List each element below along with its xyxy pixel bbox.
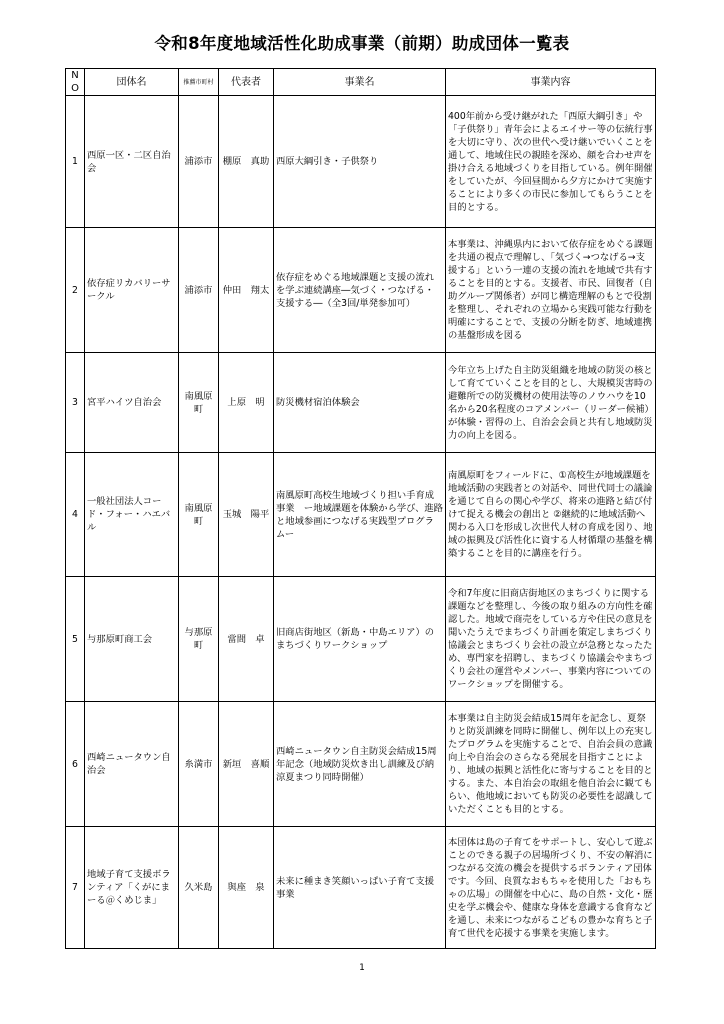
project-name: 未来に種まき笑顔いっぱい子育て支援事業 — [274, 827, 446, 949]
table-header-row — [66, 69, 656, 96]
header-city: 推薦市町村 — [179, 69, 219, 96]
project-name: 防災機材宿泊体験会 — [274, 353, 446, 453]
header-no: NO — [66, 69, 85, 96]
project-name: 西崎ニュータウン自主防災会結成15周年記念（地域防災炊き出し訓練及び納涼夏まつり同時開催） — [274, 702, 446, 827]
grant-groups-table — [65, 68, 656, 949]
project-content: 今年立ち上げた自主防災組織を地域の防災の核として育てていくことを目的とし、大規模災害時の避難所での防災機材の使用法等のノウハウを10名から20名程度のコアメンバー（リーダー候補）が体験・習得の上、自治会会員と共有し地域防災力の向上を図る。 — [446, 353, 656, 453]
group-name: 地域子育て支援ボランティア「くがにまーる＠くめじま」 — [85, 827, 179, 949]
project-name: 旧商店街地区（新島・中島エリア）のまちづくりワークショップ — [274, 577, 446, 702]
representative: 與座 泉 — [219, 827, 274, 949]
city: 南風原町 — [179, 453, 219, 577]
table-row — [66, 702, 656, 827]
representative: 仲田 翔太 — [219, 228, 274, 353]
row-no: 3 — [66, 353, 85, 453]
table-row — [66, 228, 656, 353]
row-no: 6 — [66, 702, 85, 827]
table-row — [66, 453, 656, 577]
group-name: 一般社団法人コード・フォー・ハエバル — [85, 453, 179, 577]
header-content: 事業内容 — [446, 69, 656, 96]
representative: 上原 明 — [219, 353, 274, 453]
city: 浦添市 — [179, 96, 219, 228]
project-content: 本団体は島の子育てをサポートし、安心して遊ぶことのできる親子の居場所づくり、不安の解消につながる交流の機会を提供するボランティア団体です。今回、良質なおもちゃを使用した「おもちゃの広場」の開催を中心に、島の自然・文化・歴史を学ぶ機会や、健康な身体を意識する食育などを通し、未来につながるこどもの豊かな育ちと子育て世代を応援する事業を実施します。 — [446, 827, 656, 949]
group-name: 宮平ハイツ自治会 — [85, 353, 179, 453]
row-no: 4 — [66, 453, 85, 577]
city: 久米島 — [179, 827, 219, 949]
city: 浦添市 — [179, 228, 219, 353]
representative: 玉城 陽平 — [219, 453, 274, 577]
group-name: 西原一区・二区自治会 — [85, 96, 179, 228]
city: 与那原町 — [179, 577, 219, 702]
row-no: 5 — [66, 577, 85, 702]
row-no: 7 — [66, 827, 85, 949]
table-row — [66, 353, 656, 453]
header-project: 事業名 — [274, 69, 446, 96]
representative: 棚原 真助 — [219, 96, 274, 228]
project-content: 南風原町をフィールドに、①高校生が地域課題を地域活動の実践者との対話や、同世代同士の議論を通じて自らの関心や学び、将来の進路と結び付けて捉える機会の創出と ②継続的に地域活動へ関わる入口を形成し次世代人材の育成を図り、地域の振興及び活性化に資する人材循環の基盤を構築することを目的に講座を行う。 — [446, 453, 656, 577]
row-no: 2 — [66, 228, 85, 353]
table-row — [66, 827, 656, 949]
project-name: 南風原町高校生地域づくり担い手育成事業 ー地域課題を体験から学び、進路と地域参画につなげる実践型プログラムー — [274, 453, 446, 577]
group-name: 依存症リカバリーサークル — [85, 228, 179, 353]
project-name: 依存症をめぐる地域課題と支援の流れを学ぶ連続講座―気づく・つなげる・支援する―（全3回/単発参加可） — [274, 228, 446, 353]
representative: 當間 卓 — [219, 577, 274, 702]
representative: 新垣 喜順 — [219, 702, 274, 827]
header-rep: 代表者 — [219, 69, 274, 96]
row-no: 1 — [66, 96, 85, 228]
document-title: 令和8年度地域活性化助成事業（前期）助成団体一覧表 — [154, 34, 570, 53]
table-row — [66, 96, 656, 228]
city: 糸満市 — [179, 702, 219, 827]
header-group: 団体名 — [85, 69, 179, 96]
group-name: 与那原町商工会 — [85, 577, 179, 702]
project-content: 本事業は自主防災会結成15周年を記念し、夏祭りと防災訓練を同時に開催し、例年以上の充実したプログラムを実施することで、自治会員の意識向上や自治会のさらなる発展を目指すことにより、地域の振興と活性化に寄与することを目的とする。また、本自治会の取組を他自治会に観てもらい、他地域においても防災の必要性を認識していただくことも目的とする。 — [446, 702, 656, 827]
table-row — [66, 577, 656, 702]
city: 南風原町 — [179, 353, 219, 453]
project-name: 西原大綱引き・子供祭り — [274, 96, 446, 228]
page-number: 1 — [359, 963, 365, 973]
project-content: 400年前から受け継がれた「西原大綱引き」や「子供祭り」青年会によるエイサー等の伝統行事を大切に守り、次の世代へ受け継いでいくことを通して、地域住民の親睦を深め、顔を合わせ声を掛け合える地域づくりを目指している。例年開催をしていたが、今回昼間から夕方にかけて実施することにより多くの市民に参加してもらうことを目的とする。 — [446, 96, 656, 228]
project-content: 本事業は、沖縄県内において依存症をめぐる課題を共通の視点で理解し、「気づく→つなげる→支援する」という一連の支援の流れを地域で共有することを目的とする。支援者、市民、回復者（自助グループ関係者）が同じ構造理解のもとで役割を整理し、それぞれの立場から実践可能な行動を明確にすることで、支援の分断を防ぎ、地域連携の基盤形成を図る — [446, 228, 656, 353]
project-content: 令和7年度に旧商店街地区のまちづくりに関する課題などを整理し、今後の取り組みの方向性を確認した。地域で商売をしている方や住民の意見を聞いたうえでまちづくり計画を策定しまちづくり協議会とまちづくり会社の設立が急務となったため、専門家を招聘し、まちづくり協議会やまちづくり会社の運営やメンバー、事業内容についてのワークショップを開催する。 — [446, 577, 656, 702]
group-name: 西崎ニュータウン自治会 — [85, 702, 179, 827]
